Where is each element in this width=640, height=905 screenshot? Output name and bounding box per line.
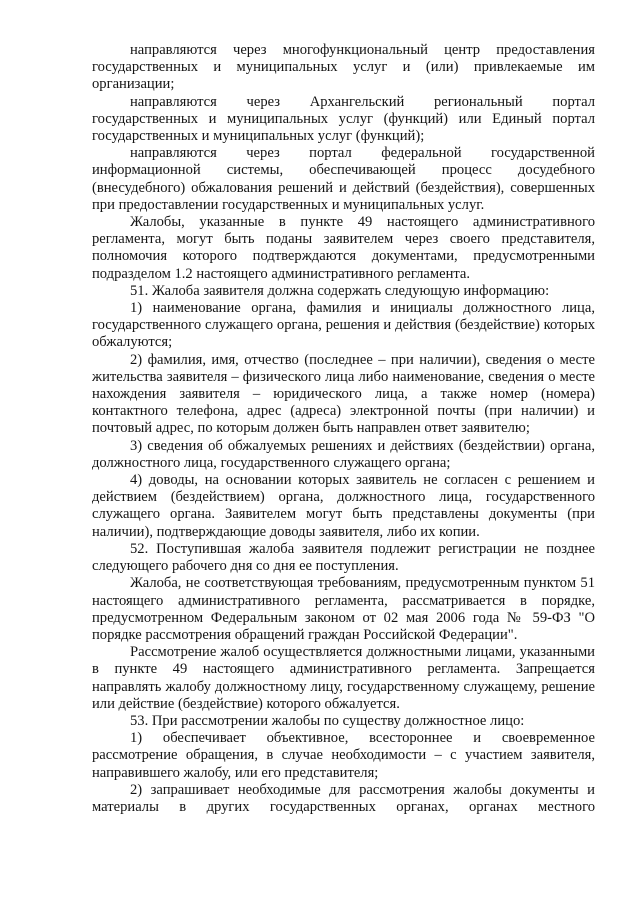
paragraph-51-item-3: 3) сведения об обжалуемых решениях и действиях (бездействии) органа, должностного лица, государственного служащего органа; <box>92 437 595 471</box>
paragraph-51-item-4: 4) доводы, на основании которых заявитель не согласен с решением и действием (бездействием) органа, должностного лица, государственного служащего органа. Заявителем могут быть представлены документы (при наличии), подтверждающие доводы заявителя, либо их копии. <box>92 472 595 540</box>
paragraph-52: 52. Поступившая жалоба заявителя подлежит регистрации не позднее следующего рабочего дня со дня ее поступления. <box>92 540 595 575</box>
paragraph-53-item-1: 1) обеспечивает объективное, всестороннее и своевременное рассмотрение обращения, в случае необходимости – с участием заявителя, направившего жалобу, или его представителя; <box>92 730 595 781</box>
paragraph-53-heading: 53. При рассмотрении жалобы по существу должностное лицо: <box>130 712 525 729</box>
paragraph-51-item-1: 1) наименование органа, фамилия и инициалы должностного лица, государственного служащего органа, решения и действия (бездействие) которых обжалуются; <box>92 300 595 351</box>
paragraph-52-review: Рассмотрение жалоб осуществляется должностными лицами, указанными в пункте 49 настоящего административного регламента. Запрещается направлять жалобу должностному лицу, государственному служащему, решение или действие (бездействие) которого обжалуется. <box>92 644 595 712</box>
paragraph-federal-portal: направляются через портал федеральной государственной информационной системы, обеспечивающей процесс досудебного (внесудебного) обжалования решений и действий (бездействия), совершенных при предоставлении государственных и муниципальных услуг. <box>92 145 595 213</box>
document-page <box>92 42 595 816</box>
paragraph-representative: Жалобы, указанные в пункте 49 настоящего административного регламента, могут быть поданы заявителем через своего представителя, полномочия которого подтверждаются документами, предусмотренными подразделом 1.2 настоящего административного регламента. <box>92 214 595 282</box>
paragraph-52-nonconforming: Жалоба, не соответствующая требованиям, предусмотренным пунктом 51 настоящего административного регламента, рассматривается в порядке, предусмотренном Федеральным законом от 02 мая 2006 года № 59-ФЗ "О порядке рассмотрения обращений граждан Российской Федерации". <box>92 575 595 643</box>
paragraph-mfc: направляются через многофункциональный центр предоставления государственных и муниципальных услуг и (или) привлекаемые им организации; <box>92 42 595 93</box>
paragraph-51-item-2: 2) фамилия, имя, отчество (последнее – при наличии), сведения о месте жительства заявителя – физического лица либо наименование, сведения о месте нахождения заявителя – юридического лица, а также номер (номера) контактного телефона, адрес (адреса) электронной почты (при наличии) и почтовый адрес, по которым должен быть направлен ответ заявителю; <box>92 351 595 437</box>
paragraph-53-item-2: 2) запрашивает необходимые для рассмотрения жалобы документы и материалы в других государственных органах, органах местного <box>92 781 595 815</box>
paragraph-regional-portal: направляются через Архангельский региональный портал государственных и муниципальных услуг (функций) или Единый портал государственных и муниципальных услуг (функций); <box>92 93 595 145</box>
paragraph-51-heading: 51. Жалоба заявителя должна содержать следующую информацию: <box>130 282 550 299</box>
